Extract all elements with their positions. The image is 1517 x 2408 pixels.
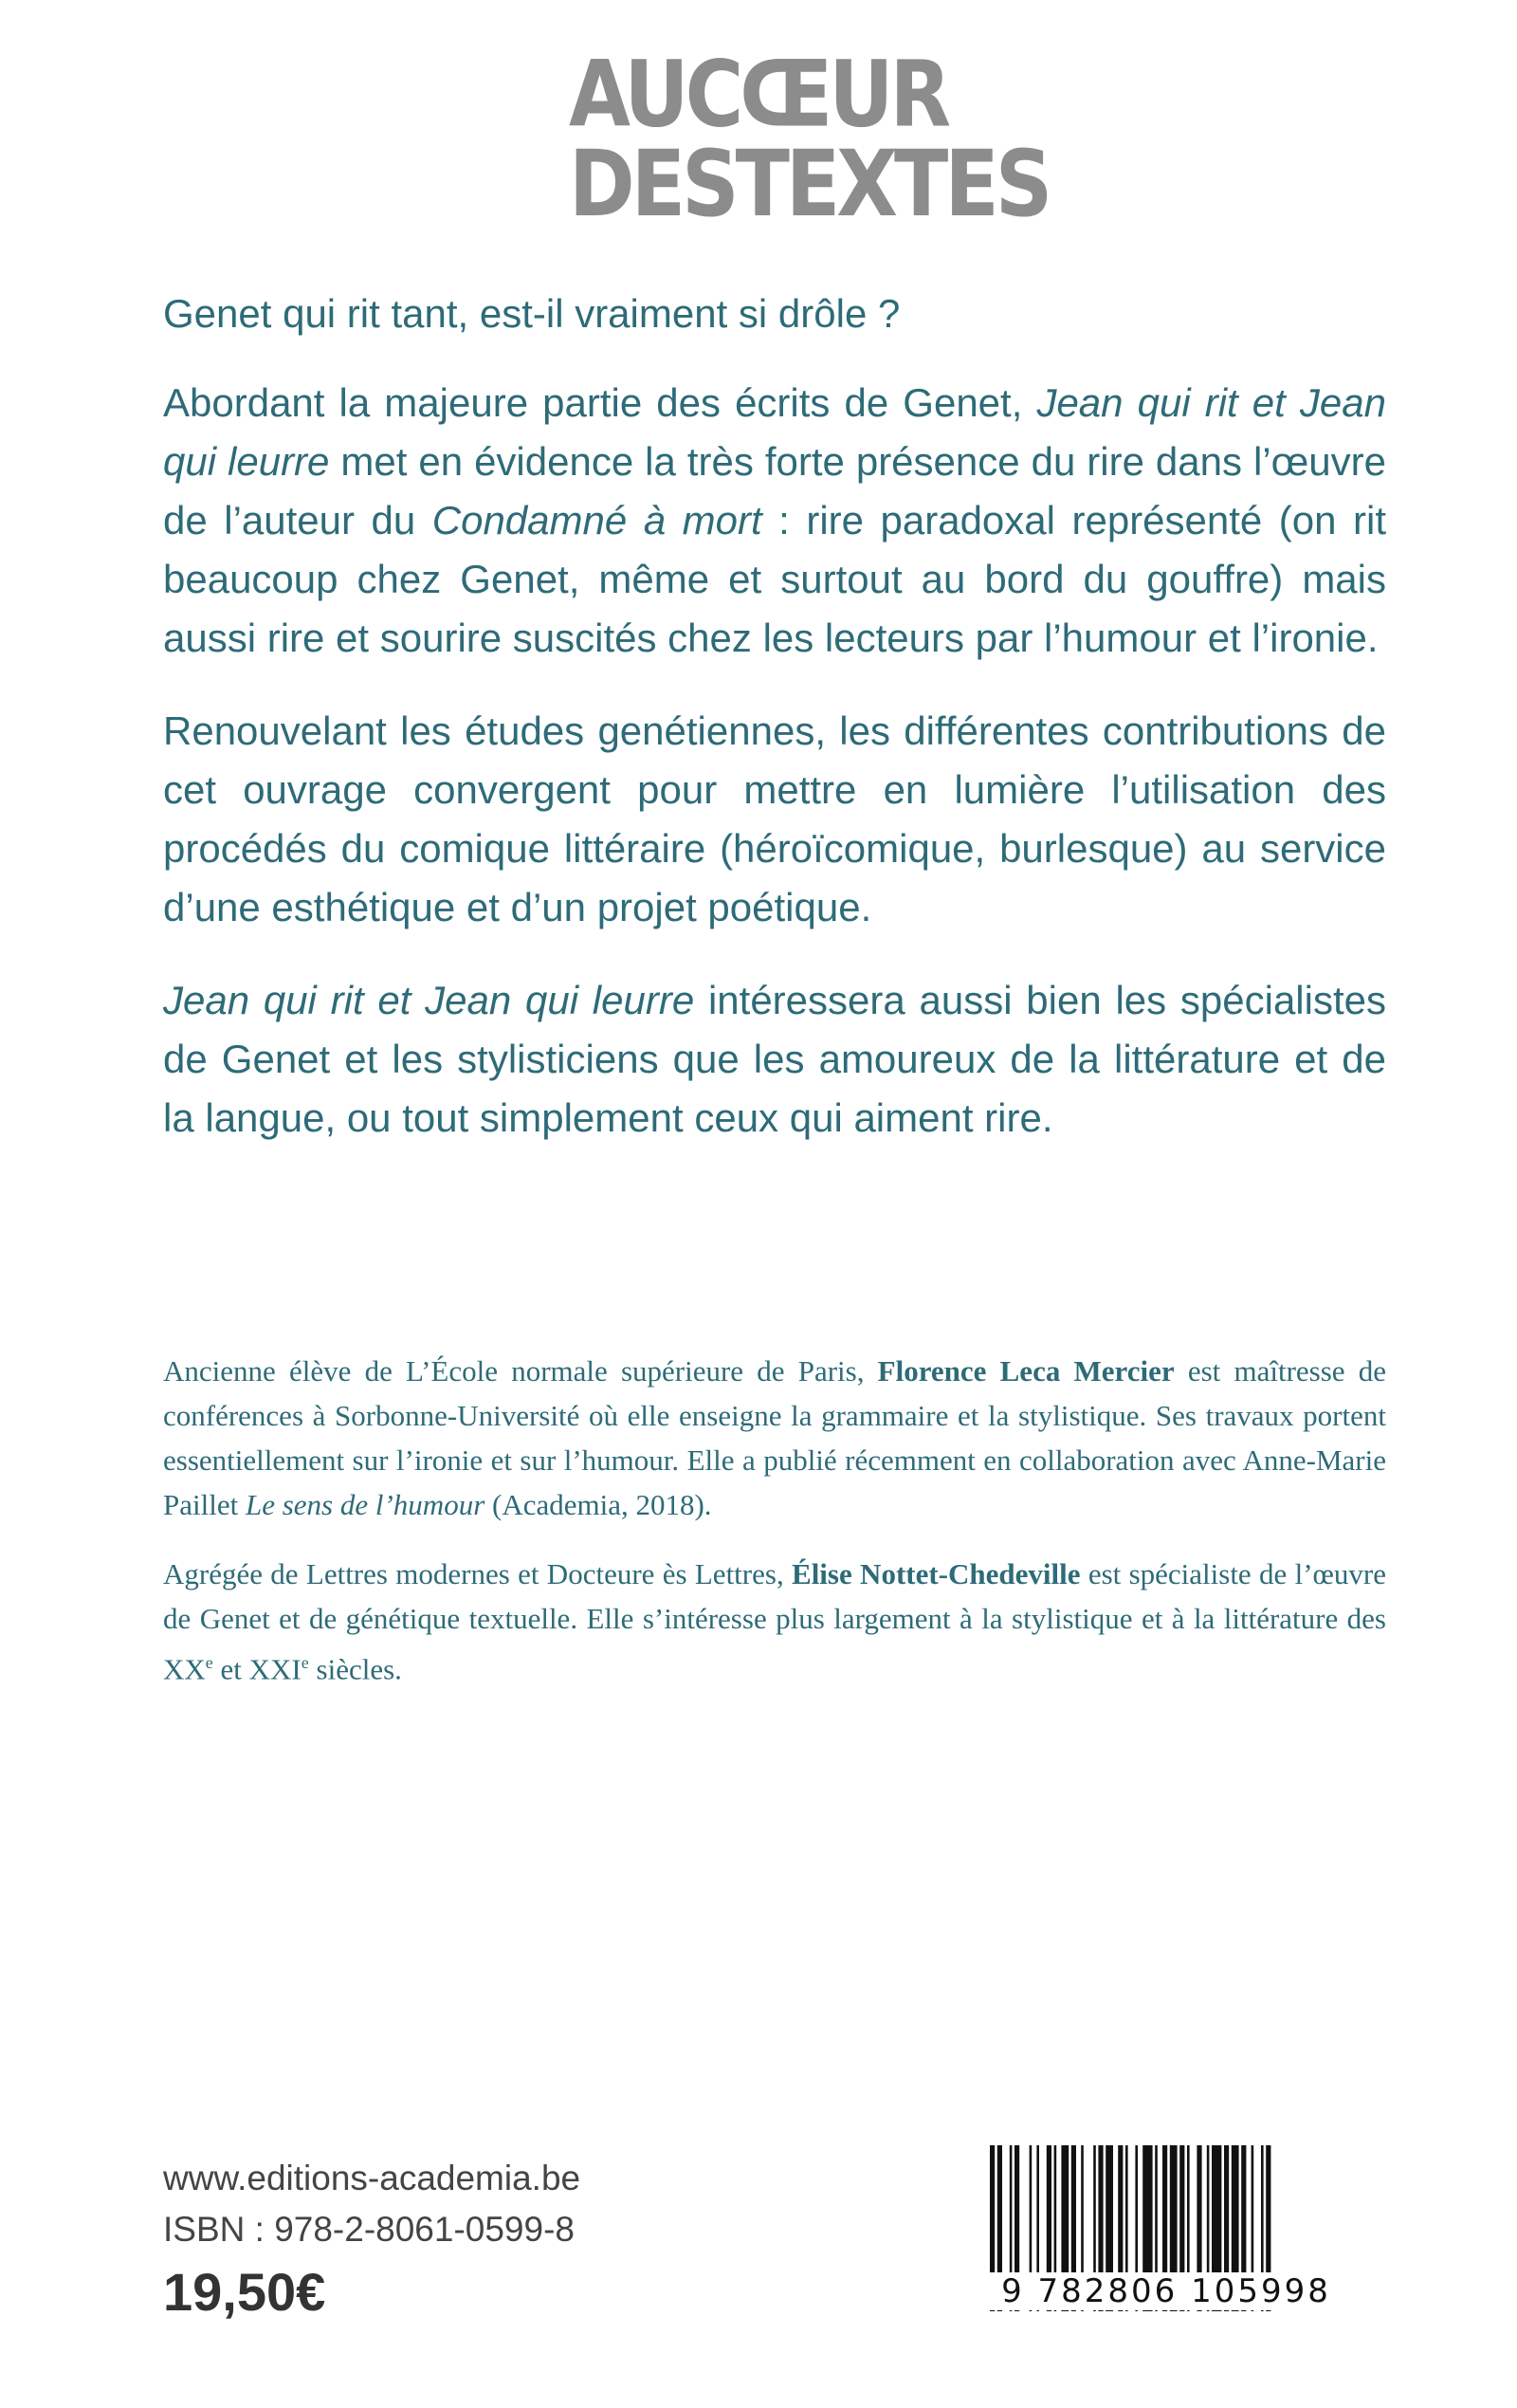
bio1-text-d: (Academia, 2018). — [484, 1488, 712, 1521]
blurb — [163, 285, 1386, 1182]
author-bio-2 — [163, 1552, 1386, 1691]
author-name-2: Élise Nottet-Chedeville — [792, 1557, 1081, 1590]
bio2-text-d: siècles. — [308, 1652, 402, 1686]
website-link[interactable]: www.editions-academia.be — [163, 2159, 581, 2197]
publisher-series-logo — [569, 40, 1050, 257]
publisher-info — [163, 2153, 580, 2255]
bio2-text-c: et XXI — [212, 1652, 302, 1686]
p1-work-italic: Condamné à mort — [431, 498, 762, 542]
isbn-text: ISBN : 978-2-8061-0599-8 — [163, 2210, 575, 2249]
logo-line-2: DESTEXTES — [569, 130, 1050, 237]
author-name-1: Florence Leca Mercier — [877, 1354, 1175, 1388]
blurb-question: Genet qui rit tant, est-il vraiment si drôle ? — [163, 291, 901, 336]
bio1-text-a: Ancienne élève de L’École normale supérieure de Paris, — [163, 1354, 878, 1388]
p1-text-c: met en évidence la très forte présence du rire dans l’œuvre de l’auteur du — [163, 439, 1386, 542]
p1-text-e: : rire paradoxal représenté (on rit beaucoup chez Genet, même et surtout au bord du gouffre) mais aussi rire et sourire suscités chez les lecteurs par l’humour et l’ironie. — [163, 498, 1387, 660]
p3-title-italic: Jean qui rit et Jean qui leurre — [163, 978, 695, 1022]
author-bio-1 — [163, 1349, 1386, 1527]
p1-text-a: Abordant la majeure partie des écrits de Genet, — [163, 380, 1037, 425]
bio1-book-title: Le sens de l’humour — [245, 1488, 485, 1521]
blurb-paragraph-2: Renouvelant les études genétiennes, les différentes contributions de cet ouvrage convergent pour mettre en lumière l’utilisation des procédés du comique littéraire (héroïcomique, burlesque) au service d’une esthétique et d’un projet poétique. — [163, 708, 1386, 929]
blurb-paragraph-3 — [163, 971, 1386, 1148]
bio2-sup-2: e — [301, 1653, 309, 1672]
bio2-text-a: Agrégée de Lettres modernes et Docteure ès Lettres, — [163, 1557, 793, 1590]
bio2-sup-1: e — [205, 1653, 213, 1672]
price: 19,50€ — [163, 2262, 326, 2322]
logo-line-1: AUCŒUR — [569, 40, 948, 148]
p1-title-italic: Jean qui rit et Jean qui leurre — [163, 380, 1386, 484]
barcode-number: 9 782806 105998 — [986, 2272, 1346, 2310]
author-bios — [163, 1349, 1386, 1716]
bio2-text-b: est spécialiste de l’œuvre de Genet et de génétique textuelle. Elle s’intéresse plus largement à la stylistique et à la littérature des XX — [163, 1557, 1387, 1686]
blurb-paragraph-1 — [163, 374, 1386, 668]
p3-text-b: intéressera aussi bien les spécialistes de Genet et les stylisticiens que les amoureux de la littérature et de la langue, ou tout simplement ceux qui aiment rire. — [163, 978, 1386, 1140]
bio1-text-b: est maîtresse de conférences à Sorbonne-Université où elle enseigne la grammaire et la stylistique. Ses travaux portent essentiellement sur l’ironie et sur l’humour. Elle a publié récemment en collaboration avec Anne-Marie Paillet — [163, 1354, 1386, 1521]
